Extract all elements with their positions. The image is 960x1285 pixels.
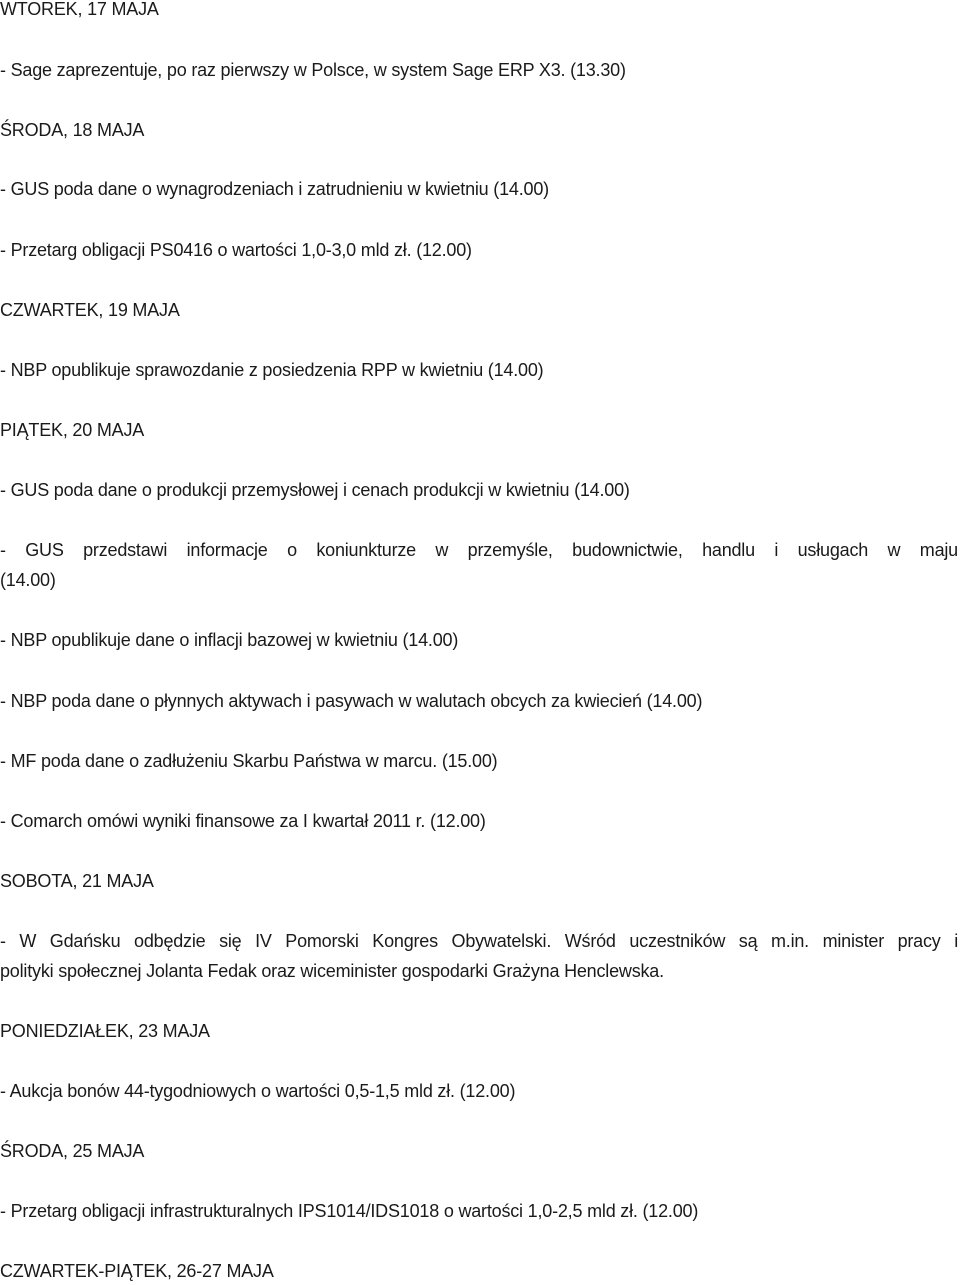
event-line: - Aukcja bonów 44-tygodniowych o wartości 0,5-1,5 mld zł. (12.00) (0, 1081, 516, 1101)
day-heading: WTOREK, 17 MAJA (0, 0, 159, 19)
day-heading: CZWARTEK, 19 MAJA (0, 300, 180, 320)
event-line: - GUS przedstawi informacje o koniunkturze w przemyśle, budownictwie, handlu i usługach w maju (0, 540, 958, 560)
event-line: - NBP opublikuje sprawozdanie z posiedzenia RPP w kwietniu (14.00) (0, 360, 544, 380)
day-heading: PONIEDZIAŁEK, 23 MAJA (0, 1021, 210, 1041)
event-line: - Sage zaprezentuje, po raz pierwszy w Polsce, w system Sage ERP X3. (13.30) (0, 60, 626, 80)
event-line: - Przetarg obligacji PS0416 o wartości 1,0-3,0 mld zł. (12.00) (0, 240, 472, 260)
day-heading: CZWARTEK-PIĄTEK, 26-27 MAJA (0, 1261, 274, 1281)
day-heading: ŚRODA, 18 MAJA (0, 120, 145, 140)
event-line: - W Gdańsku odbędzie się IV Pomorski Kongres Obywatelski. Wśród uczestników są m.in. minister pracy i (0, 931, 958, 951)
event-line: - Comarch omówi wyniki finansowe za I kwartał 2011 r. (12.00) (0, 811, 486, 831)
event-line: - GUS poda dane o produkcji przemysłowej i cenach produkcji w kwietniu (14.00) (0, 480, 630, 500)
event-line: - NBP opublikuje dane o inflacji bazowej w kwietniu (14.00) (0, 630, 459, 650)
day-heading: SOBOTA, 21 MAJA (0, 871, 154, 891)
event-line: - NBP poda dane o płynnych aktywach i pasywach w walutach obcych za kwiecień (14.00) (0, 691, 703, 711)
event-line: - GUS poda dane o wynagrodzeniach i zatrudnieniu w kwietniu (14.00) (0, 179, 549, 199)
day-heading: PIĄTEK, 20 MAJA (0, 420, 145, 440)
event-line: - MF poda dane o zadłużeniu Skarbu Państwa w marcu. (15.00) (0, 751, 498, 771)
event-line: - Przetarg obligacji infrastrukturalnych IPS1014/IDS1018 o wartości 1,0-2,5 mld zł. (12.00) (0, 1201, 699, 1221)
event-line-continued: polityki społecznej Jolanta Fedak oraz wiceminister gospodarki Grażyna Henclewska. (0, 961, 664, 981)
day-heading: ŚRODA, 25 MAJA (0, 1141, 145, 1161)
event-line-continued: (14.00) (0, 570, 56, 590)
